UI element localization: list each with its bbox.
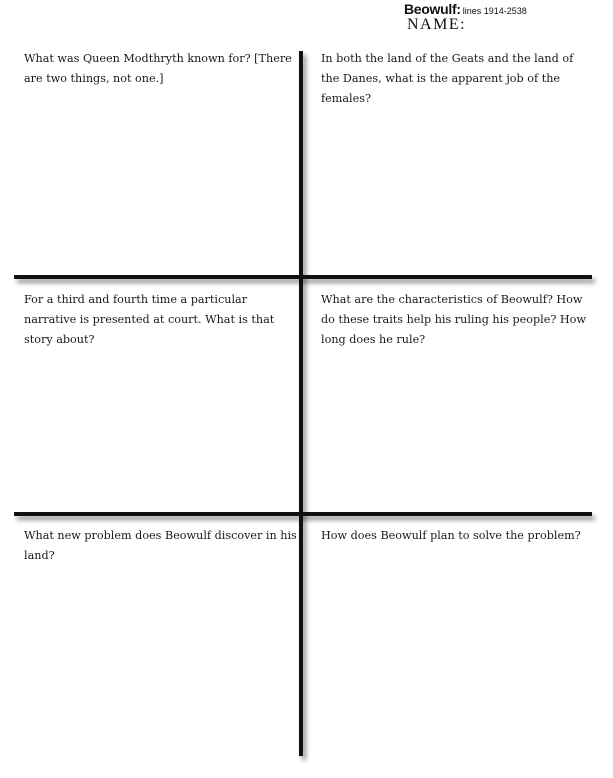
question-6: How does Beowulf plan to solve the problem? — [321, 529, 581, 542]
question-5: What new problem does Beowulf discover in his land? — [24, 529, 297, 562]
title-main: Beowulf: — [404, 1, 461, 17]
name-label: NAME: — [407, 16, 467, 33]
horizontal-divider-top — [14, 275, 592, 279]
title-line-range: lines 1914-2538 — [462, 6, 527, 16]
question-2: In both the land of the Geats and the land of the Danes, what is the apparent job of the females? — [321, 52, 574, 105]
horizontal-divider-bottom — [14, 512, 592, 516]
worksheet-title — [404, 1, 527, 17]
question-4: What are the characteristics of Beowulf? How do these traits help his ruling his people? How long does he rule? — [321, 293, 586, 346]
vertical-divider — [299, 51, 303, 756]
question-3: For a third and fourth time a particular narrative is presented at court. What is that story about? — [24, 293, 275, 346]
question-1: What was Queen Modthryth known for? [There are two things, not one.] — [24, 52, 292, 85]
